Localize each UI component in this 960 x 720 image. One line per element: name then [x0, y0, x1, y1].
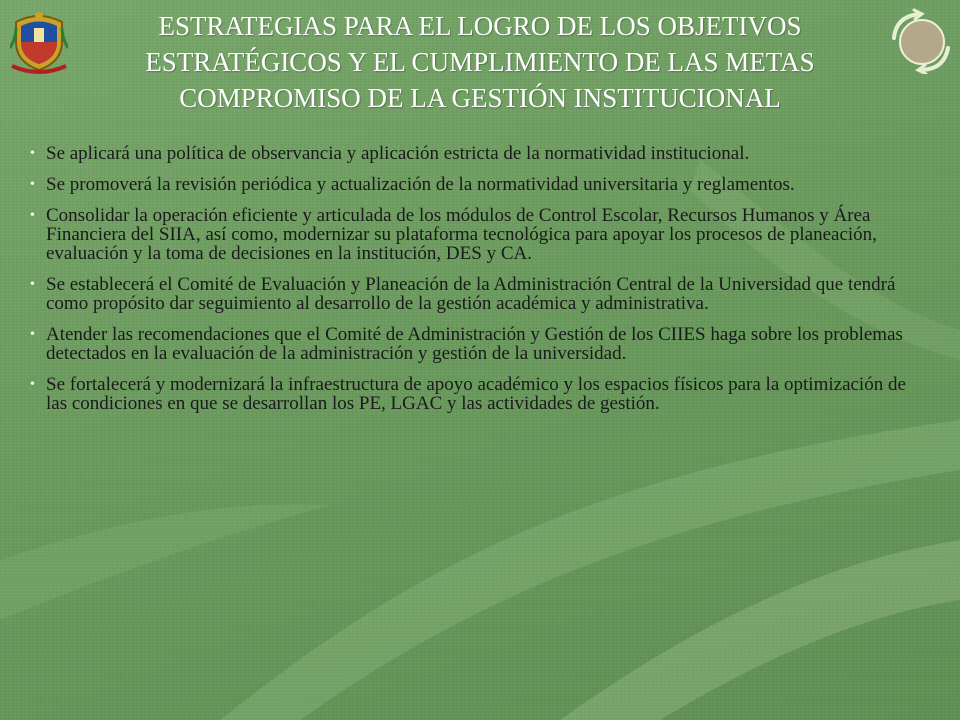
- list-item: [30, 175, 930, 194]
- slide-title: [80, 8, 880, 116]
- list-item: [30, 375, 930, 413]
- list-item-text: Se establecerá el Comité de Evaluación y Planeación de la Administración Central de la Universidad que tendrá como propósito dar seguimiento al desarrollo de la gestión académica y administrativa.: [46, 274, 896, 314]
- title-line: ESTRATÉGICOS Y EL CUMPLIMIENTO DE LAS METAS: [145, 47, 815, 77]
- recycle-circle-icon: [884, 8, 954, 74]
- list-item-text: Consolidar la operación eficiente y articulada de los módulos de Control Escolar, Recursos Humanos y Área Financiera del SIIA, así como, modernizar su plataforma tecnológica para apoyar los procesos de planeación, evaluación y la toma de decisiones en la institución, DES y CA.: [46, 205, 877, 264]
- list-item-text: Se promoverá la revisión periódica y actualización de la normatividad universitaria y reglamentos.: [46, 174, 795, 195]
- title-line: COMPROMISO DE LA GESTIÓN INSTITUCIONAL: [179, 83, 781, 113]
- list-item: [30, 325, 930, 363]
- list-item-text: Se fortalecerá y modernizará la infraestructura de apoyo académico y los espacios físicos para la optimización de las condiciones en que se desarrollan los PE, LGAC y las actividades de gestión.: [46, 374, 906, 414]
- list-item-text: Se aplicará una política de observancia y aplicación estricta de la normatividad institucional.: [46, 143, 750, 164]
- bullet-icon: •: [30, 277, 35, 292]
- list-item: [30, 275, 930, 313]
- university-crest-icon: [10, 8, 68, 74]
- list-item-text: Atender las recomendaciones que el Comité de Administración y Gestión de los CIIES haga sobre los problemas detectados en la evaluación de la administración y gestión de la universidad.: [46, 324, 903, 364]
- list-item: [30, 206, 930, 263]
- strategy-list: [30, 144, 930, 425]
- title-line: ESTRATEGIAS PARA EL LOGRO DE LOS OBJETIVOS: [158, 11, 802, 41]
- bullet-icon: •: [30, 377, 35, 392]
- list-item: [30, 144, 930, 163]
- bullet-icon: •: [30, 208, 35, 223]
- bullet-icon: •: [30, 327, 35, 342]
- bullet-icon: •: [30, 177, 35, 192]
- bullet-icon: •: [30, 146, 35, 161]
